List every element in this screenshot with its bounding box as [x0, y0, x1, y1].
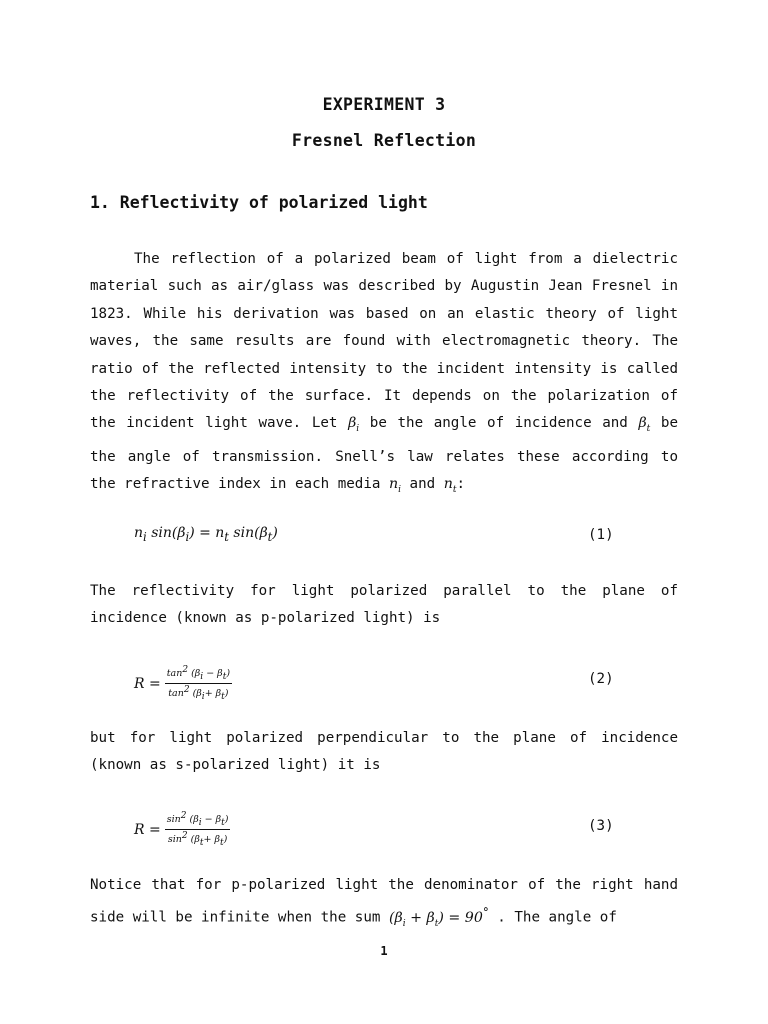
equation-3-fraction	[165, 810, 231, 849]
equation-number-1: (1)	[588, 527, 614, 543]
equation-number-3: (3)	[588, 818, 614, 834]
section-heading: 1. Reflectivity of polarized light	[90, 193, 428, 212]
equation-number-2: (2)	[588, 671, 614, 687]
paragraph-p-polarized: The reflectivity for light polarized parallel to the plane of incidence (known as p-polarized light) is	[90, 583, 678, 627]
equation-2-lhs: R =	[134, 675, 161, 692]
symbol-n-i: $n_i$	[388, 476, 401, 495]
equation-snell: $n_i$ $\sin(\beta_i) = n_t$ $\sin(\beta_t)$	[134, 525, 278, 544]
paragraph-intro-text-1: The reflection of a polarized beam of light from a dielectric material such as air/glass was described by Augustin Jean Fresnel in 1823. While his derivation was based on an elastic theory of light waves, the same results are found with electromagnetic theory. The ratio of the reflected intensity to the incident intensity is called the reflectivity of the surface. It depends on the polarization of the incident light wave. Let	[90, 251, 678, 432]
paragraph-intro-text-4: and	[401, 476, 444, 493]
symbol-n-t: $n_t$	[443, 476, 457, 495]
equation-3-denominator: $\sin^2 (\beta_t+ \beta_t)$	[167, 831, 228, 849]
paragraph-intro-text-5: :	[456, 476, 466, 493]
paragraph-intro-text-2: be the angle of incidence and	[359, 415, 639, 432]
paragraph-notice-text-2: . The angle of	[488, 910, 617, 927]
paragraph-intro	[90, 246, 678, 504]
equation-p-reflectivity	[134, 664, 232, 703]
symbol-beta-t: $\beta_t$	[638, 415, 651, 435]
paragraph-notice	[90, 872, 678, 938]
angle-sum-expression: $(\beta_i + \beta_t) = 90^\circ$	[388, 905, 489, 929]
paragraph-s-polarized: but for light polarized perpendicular to the plane of incidence (known as s-polarized light) it is	[90, 730, 678, 774]
paragraph-notice-text-1: Notice that for p-polarized light the denominator of the right hand side will be infinite when the sum	[90, 877, 678, 927]
symbol-beta-i: $\beta_i$	[348, 415, 360, 435]
paragraph-intro-text-3: be the angle of transmission. Snell’s law relates these according to the refractive index in each media	[90, 415, 678, 493]
equation-2-denominator: $\tan^2 (\beta_i+ \beta_t)$	[168, 685, 229, 703]
experiment-label: EXPERIMENT 3	[322, 95, 446, 114]
equation-2-fraction	[165, 664, 232, 703]
experiment-title: Fresnel Reflection	[291, 131, 477, 150]
equation-3-lhs: R =	[134, 821, 161, 838]
equation-2-numerator: $\tan^2 (\beta_i - \beta_t)$	[166, 665, 231, 683]
page-number: 1	[380, 944, 388, 958]
equation-3-numerator: $\sin^2 (\beta_i - \beta_t)$	[166, 811, 229, 829]
equation-s-reflectivity	[134, 810, 230, 849]
